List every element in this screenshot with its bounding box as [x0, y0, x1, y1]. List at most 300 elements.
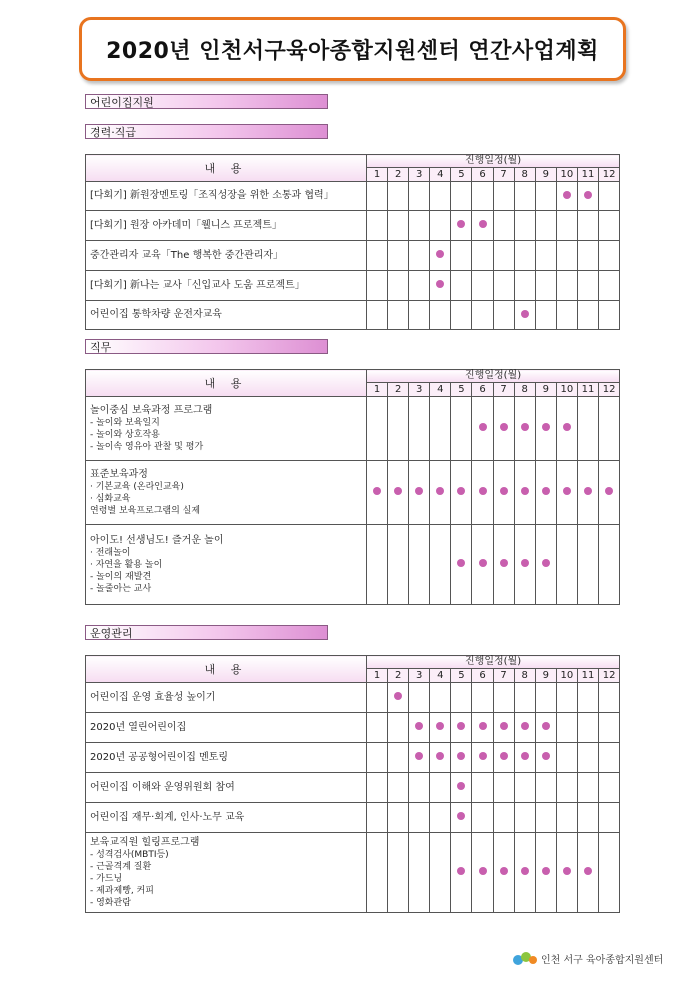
month-cell — [493, 713, 514, 743]
month-cell — [514, 461, 535, 525]
table-row — [86, 271, 620, 301]
header-content: 내 용 — [86, 656, 367, 683]
row-title: [다회기] 원장 아카데미「웰니스 프로젝트」 — [90, 219, 282, 231]
month-cell — [535, 271, 556, 301]
month-cell — [472, 743, 493, 773]
schedule-dot — [415, 487, 423, 495]
month-cell — [451, 461, 472, 525]
month-cell — [430, 713, 451, 743]
month-cell — [451, 803, 472, 833]
month-cell — [556, 713, 577, 743]
month-cell — [535, 461, 556, 525]
month-header: 9 — [535, 383, 556, 397]
row-content — [86, 525, 367, 605]
month-cell — [514, 713, 535, 743]
table-row — [86, 241, 620, 271]
month-cell — [388, 803, 409, 833]
month-cell — [409, 525, 430, 605]
row-content — [86, 241, 367, 271]
row-title: 어린이집 운영 효율성 높이기 — [90, 691, 216, 703]
month-cell — [599, 271, 620, 301]
month-cell — [535, 525, 556, 605]
month-header: 7 — [493, 383, 514, 397]
month-header: 12 — [599, 383, 620, 397]
month-cell — [451, 182, 472, 211]
row-subitem: · 전래놀이 — [90, 548, 131, 559]
month-cell — [472, 211, 493, 241]
schedule-dot — [521, 867, 529, 875]
schedule-dot — [457, 559, 465, 567]
month-cell — [388, 773, 409, 803]
schedule-dot — [457, 867, 465, 875]
schedule-dot — [436, 722, 444, 730]
schedule-dot — [563, 867, 571, 875]
month-cell — [556, 397, 577, 461]
month-cell — [599, 525, 620, 605]
row-content — [86, 743, 367, 773]
month-header: 3 — [409, 383, 430, 397]
month-header: 4 — [430, 669, 451, 683]
schedule-dot — [584, 191, 592, 199]
month-cell — [599, 182, 620, 211]
month-cell — [367, 773, 388, 803]
row-title: [다회기] 新원장멘토링「조직성장을 위한 소통과 협력」 — [90, 190, 334, 202]
schedule-dot — [500, 722, 508, 730]
schedule-dot — [605, 487, 613, 495]
month-cell — [367, 803, 388, 833]
row-title: 어린이집 재무·회계, 인사·노무 교육 — [90, 811, 245, 823]
schedule-dot — [457, 812, 465, 820]
month-cell — [451, 773, 472, 803]
month-cell — [535, 803, 556, 833]
month-cell — [472, 773, 493, 803]
month-cell — [430, 271, 451, 301]
table-row — [86, 773, 620, 803]
footer-text: 인천 서구 육아종합지원센터 — [541, 954, 664, 966]
schedule-dot — [457, 220, 465, 228]
month-cell — [493, 773, 514, 803]
month-cell — [451, 241, 472, 271]
schedule-dot — [457, 752, 465, 760]
month-cell — [599, 743, 620, 773]
row-subitem: - 가드닝 — [90, 874, 123, 885]
row-content — [86, 211, 367, 241]
month-cell — [409, 397, 430, 461]
schedule-dot — [521, 423, 529, 431]
month-cell — [388, 833, 409, 913]
month-cell — [535, 713, 556, 743]
month-cell — [409, 773, 430, 803]
schedule-dot — [394, 692, 402, 700]
month-cell — [535, 301, 556, 330]
schedule-dot — [479, 867, 487, 875]
schedule-dot — [436, 487, 444, 495]
month-cell — [409, 833, 430, 913]
month-cell — [577, 683, 598, 713]
month-cell — [388, 271, 409, 301]
month-cell — [493, 525, 514, 605]
schedule-dot — [542, 423, 550, 431]
month-cell — [493, 683, 514, 713]
month-header: 11 — [577, 383, 598, 397]
month-cell — [556, 461, 577, 525]
month-cell — [577, 241, 598, 271]
month-cell — [472, 301, 493, 330]
table-row — [86, 743, 620, 773]
row-subitem: - 놀이의 재발견 — [90, 572, 152, 583]
month-cell — [577, 301, 598, 330]
month-cell — [430, 182, 451, 211]
month-cell — [599, 713, 620, 743]
schedule-table-career — [85, 154, 620, 330]
month-header: 10 — [556, 168, 577, 182]
month-header: 8 — [514, 383, 535, 397]
month-cell — [599, 301, 620, 330]
schedule-dot — [521, 487, 529, 495]
month-cell — [599, 833, 620, 913]
month-cell — [535, 397, 556, 461]
month-cell — [493, 397, 514, 461]
row-title: 어린이집 통학차량 운전자교육 — [90, 309, 222, 321]
schedule-table-operation — [85, 655, 620, 913]
month-cell — [556, 525, 577, 605]
month-header: 3 — [409, 168, 430, 182]
schedule-dot — [479, 487, 487, 495]
row-content — [86, 182, 367, 211]
month-header: 7 — [493, 669, 514, 683]
month-cell — [472, 803, 493, 833]
month-cell — [367, 525, 388, 605]
month-cell — [472, 182, 493, 211]
schedule-dot — [373, 487, 381, 495]
schedule-dot — [563, 487, 571, 495]
month-cell — [430, 461, 451, 525]
month-cell — [577, 211, 598, 241]
month-cell — [514, 241, 535, 271]
month-cell — [514, 271, 535, 301]
table-row — [86, 833, 620, 913]
month-cell — [556, 241, 577, 271]
month-cell — [430, 211, 451, 241]
row-subitem: - 근골격계 질환 — [90, 862, 152, 873]
month-header: 4 — [430, 168, 451, 182]
month-cell — [577, 833, 598, 913]
schedule-table-duty — [85, 369, 620, 605]
row-title: 2020년 열린어린이집 — [90, 721, 187, 733]
month-header: 9 — [535, 168, 556, 182]
month-cell — [451, 211, 472, 241]
schedule-dot — [542, 867, 550, 875]
schedule-dot — [457, 782, 465, 790]
month-header: 1 — [367, 383, 388, 397]
row-content — [86, 713, 367, 743]
month-cell — [577, 525, 598, 605]
month-cell — [430, 773, 451, 803]
month-cell — [599, 773, 620, 803]
month-cell — [388, 743, 409, 773]
table-row — [86, 301, 620, 330]
month-cell — [577, 803, 598, 833]
month-cell — [409, 271, 430, 301]
row-content — [86, 773, 367, 803]
row-content — [86, 683, 367, 713]
month-cell — [367, 182, 388, 211]
section-main-label: 어린이집지원 — [85, 94, 328, 109]
row-title: 중간관리자 교육「The 행복한 중간관리자」 — [90, 249, 284, 261]
month-cell — [493, 211, 514, 241]
schedule-dot — [479, 559, 487, 567]
schedule-dot — [500, 423, 508, 431]
month-cell — [599, 397, 620, 461]
schedule-dot — [479, 423, 487, 431]
month-cell — [409, 182, 430, 211]
month-cell — [367, 683, 388, 713]
month-header: 2 — [388, 383, 409, 397]
schedule-dot — [521, 722, 529, 730]
schedule-dot — [500, 867, 508, 875]
schedule-dot — [542, 722, 550, 730]
month-cell — [409, 241, 430, 271]
month-cell — [493, 743, 514, 773]
month-cell — [514, 683, 535, 713]
schedule-dot — [457, 722, 465, 730]
month-cell — [388, 525, 409, 605]
month-header: 12 — [599, 168, 620, 182]
month-header: 3 — [409, 669, 430, 683]
month-cell — [514, 211, 535, 241]
month-cell — [409, 461, 430, 525]
section-label-operation: 운영관리 — [85, 625, 328, 640]
month-header: 1 — [367, 669, 388, 683]
month-cell — [388, 211, 409, 241]
schedule-dot — [563, 191, 571, 199]
month-cell — [451, 301, 472, 330]
schedule-dot — [479, 722, 487, 730]
month-cell — [409, 301, 430, 330]
row-title: 표준보육과정 — [90, 468, 148, 480]
month-cell — [493, 271, 514, 301]
section-label-career: 경력·직급 — [85, 124, 328, 139]
row-title: 2020년 공공형어린이집 멘토링 — [90, 751, 229, 763]
month-cell — [577, 743, 598, 773]
month-cell — [472, 241, 493, 271]
schedule-dot — [394, 487, 402, 495]
row-content — [86, 833, 367, 913]
month-cell — [577, 271, 598, 301]
section-label-duty: 직무 — [85, 339, 328, 354]
month-cell — [472, 525, 493, 605]
schedule-dot — [563, 423, 571, 431]
schedule-dot — [542, 487, 550, 495]
month-cell — [430, 241, 451, 271]
month-cell — [409, 743, 430, 773]
schedule-dot — [436, 280, 444, 288]
month-cell — [493, 301, 514, 330]
month-cell — [556, 182, 577, 211]
month-header: 6 — [472, 383, 493, 397]
month-cell — [472, 461, 493, 525]
month-cell — [409, 683, 430, 713]
schedule-dot — [415, 722, 423, 730]
table-row — [86, 397, 620, 461]
header-schedule: 진행일정(월) — [367, 656, 620, 669]
month-header: 4 — [430, 383, 451, 397]
row-subitem: - 놀줄아는 교사 — [90, 584, 152, 595]
month-cell — [514, 301, 535, 330]
month-cell — [599, 211, 620, 241]
month-cell — [493, 461, 514, 525]
month-cell — [367, 211, 388, 241]
schedule-dot — [584, 487, 592, 495]
schedule-dot — [500, 559, 508, 567]
schedule-dot — [542, 752, 550, 760]
row-title: [다회기] 新나는 교사「신입교사 도움 프로젝트」 — [90, 279, 305, 291]
row-content — [86, 397, 367, 461]
schedule-dot — [479, 752, 487, 760]
month-header: 10 — [556, 383, 577, 397]
table-row — [86, 525, 620, 605]
month-cell — [388, 461, 409, 525]
month-cell — [409, 713, 430, 743]
month-cell — [535, 241, 556, 271]
schedule-dot — [436, 250, 444, 258]
schedule-dot — [415, 752, 423, 760]
month-cell — [367, 713, 388, 743]
month-cell — [493, 241, 514, 271]
month-cell — [577, 773, 598, 803]
month-cell — [451, 713, 472, 743]
month-header: 2 — [388, 669, 409, 683]
month-cell — [367, 397, 388, 461]
footer-logo — [512, 949, 663, 967]
month-cell — [577, 713, 598, 743]
month-cell — [388, 301, 409, 330]
month-cell — [367, 743, 388, 773]
schedule-dot — [521, 752, 529, 760]
month-cell — [409, 803, 430, 833]
header-content: 내 용 — [86, 370, 367, 397]
month-cell — [388, 397, 409, 461]
month-cell — [556, 211, 577, 241]
table-row — [86, 182, 620, 211]
month-cell — [556, 833, 577, 913]
month-cell — [388, 713, 409, 743]
row-subitem: 연령별 보육프로그램의 실제 — [90, 506, 201, 517]
schedule-dot — [457, 487, 465, 495]
month-cell — [451, 833, 472, 913]
page-title: 2020년 인천서구육아종합지원센터 연간사업계획 — [106, 38, 599, 64]
month-header: 8 — [514, 168, 535, 182]
table-row — [86, 803, 620, 833]
month-header: 9 — [535, 669, 556, 683]
month-header: 5 — [451, 168, 472, 182]
month-cell — [577, 397, 598, 461]
month-cell — [493, 833, 514, 913]
month-cell — [514, 743, 535, 773]
row-title: 놀이중심 보육과정 프로그램 — [90, 404, 213, 416]
month-cell — [514, 525, 535, 605]
schedule-dot — [584, 867, 592, 875]
month-cell — [367, 301, 388, 330]
month-cell — [430, 301, 451, 330]
row-subitem: · 기본교육 (온라인교육) — [90, 482, 184, 493]
month-cell — [514, 182, 535, 211]
month-cell — [493, 803, 514, 833]
month-cell — [430, 397, 451, 461]
month-cell — [388, 182, 409, 211]
month-cell — [599, 803, 620, 833]
month-header: 10 — [556, 669, 577, 683]
month-cell — [535, 182, 556, 211]
month-header: 12 — [599, 669, 620, 683]
month-header: 7 — [493, 168, 514, 182]
month-cell — [430, 683, 451, 713]
row-title: 어린이집 이해와 운영위원회 참여 — [90, 781, 235, 793]
month-cell — [577, 182, 598, 211]
month-cell — [556, 271, 577, 301]
row-content — [86, 301, 367, 330]
month-cell — [577, 461, 598, 525]
month-cell — [599, 241, 620, 271]
month-cell — [556, 743, 577, 773]
schedule-dot — [521, 559, 529, 567]
month-cell — [556, 773, 577, 803]
table-row — [86, 683, 620, 713]
row-subitem: - 성격검사(MBTI등) — [90, 850, 169, 861]
month-cell — [451, 683, 472, 713]
month-cell — [535, 743, 556, 773]
row-subitem: · 심화교육 — [90, 494, 131, 505]
month-header: 11 — [577, 669, 598, 683]
month-cell — [367, 833, 388, 913]
row-subitem: - 제과제빵, 커피 — [90, 886, 154, 897]
month-cell — [472, 713, 493, 743]
header-content: 내 용 — [86, 155, 367, 182]
month-cell — [514, 833, 535, 913]
table-row — [86, 461, 620, 525]
header-schedule: 진행일정(월) — [367, 370, 620, 383]
header-schedule: 진행일정(월) — [367, 155, 620, 168]
month-cell — [599, 461, 620, 525]
row-title: 아이도! 선생님도! 즐거운 놀이 — [90, 534, 224, 546]
row-subitem: · 자연을 활용 놀이 — [90, 560, 163, 571]
row-content — [86, 803, 367, 833]
month-cell — [430, 833, 451, 913]
month-cell — [451, 743, 472, 773]
month-cell — [388, 683, 409, 713]
schedule-dot — [542, 559, 550, 567]
row-subitem: - 놀이속 영유아 관찰 및 평가 — [90, 442, 204, 453]
month-cell — [514, 803, 535, 833]
month-cell — [472, 683, 493, 713]
month-cell — [409, 211, 430, 241]
month-cell — [367, 461, 388, 525]
table-row — [86, 211, 620, 241]
schedule-dot — [500, 752, 508, 760]
row-subitem: - 영화관람 — [90, 898, 131, 909]
center-logo-icon — [512, 949, 538, 967]
month-header: 11 — [577, 168, 598, 182]
schedule-dot — [521, 310, 529, 318]
month-cell — [556, 803, 577, 833]
month-cell — [514, 773, 535, 803]
month-cell — [535, 211, 556, 241]
month-cell — [556, 683, 577, 713]
row-subitem: - 놀이와 보육일지 — [90, 418, 160, 429]
month-cell — [367, 241, 388, 271]
month-header: 6 — [472, 168, 493, 182]
month-header: 6 — [472, 669, 493, 683]
